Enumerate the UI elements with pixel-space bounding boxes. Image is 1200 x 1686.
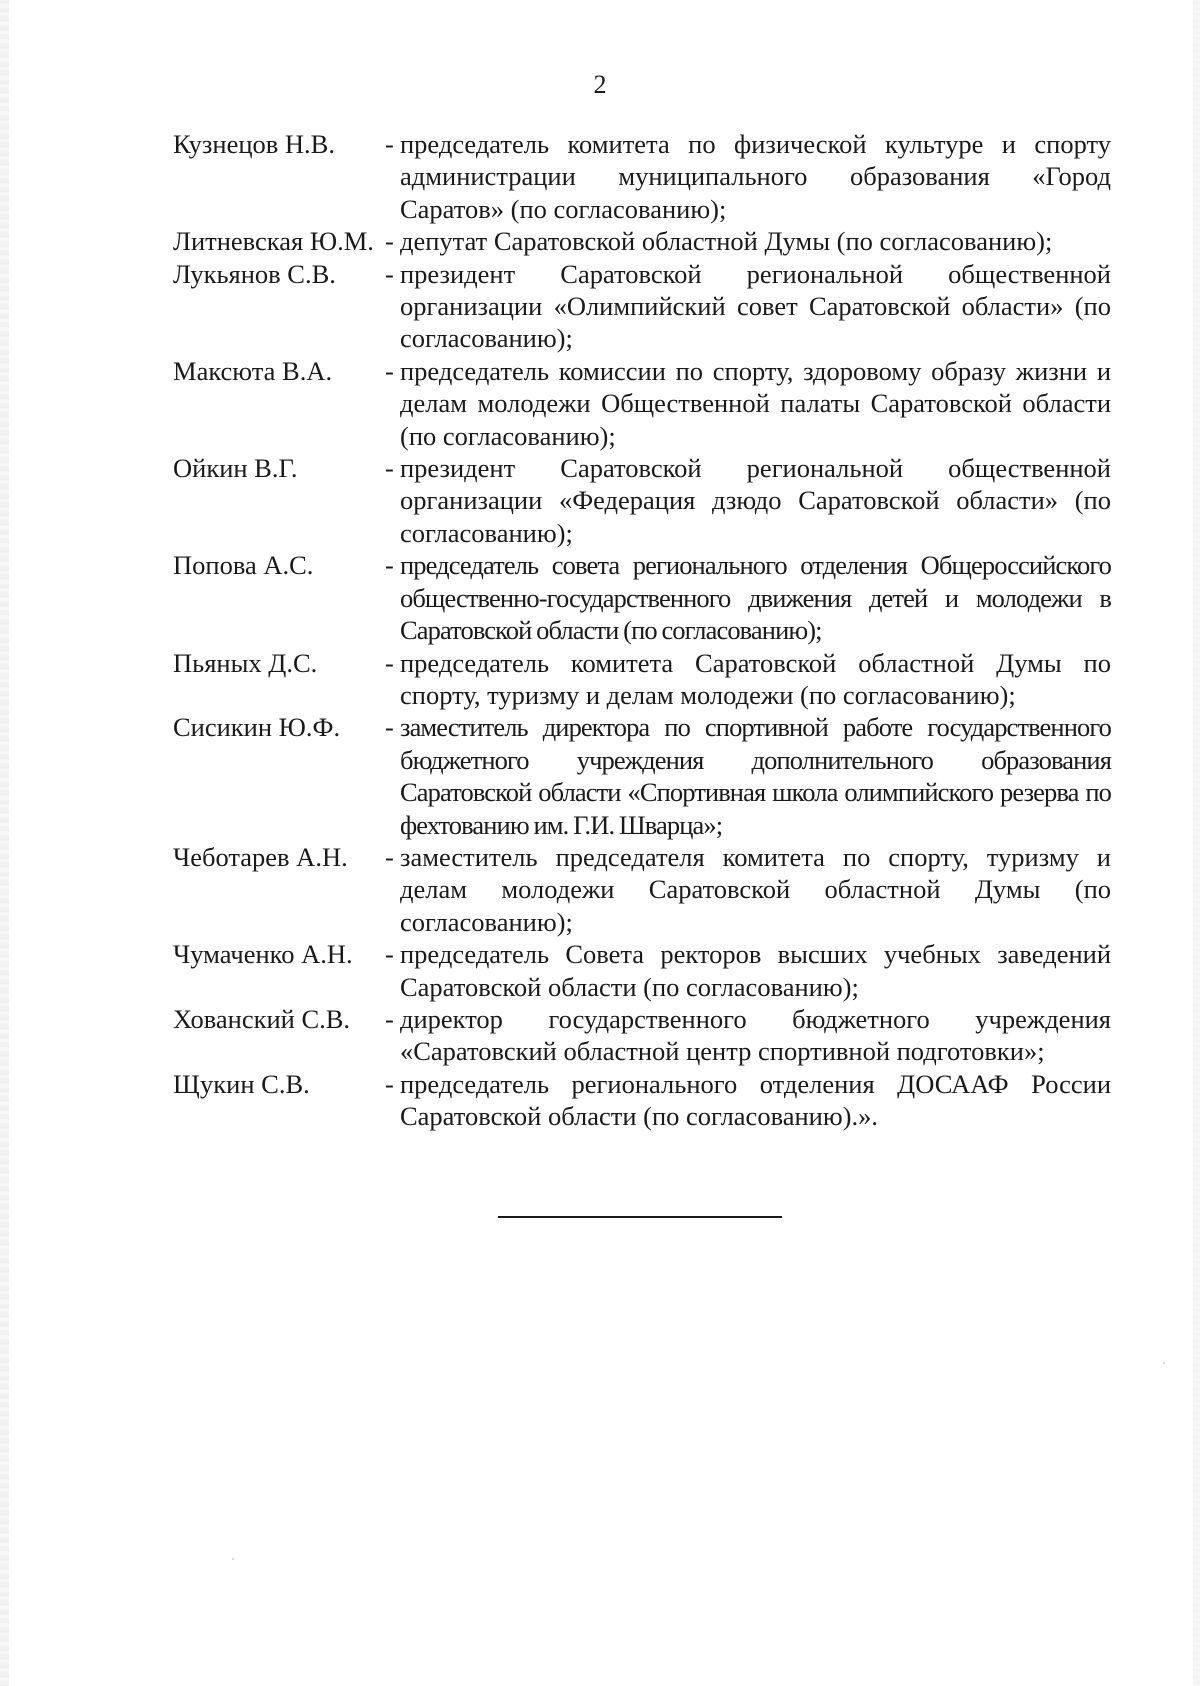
member-name: Хованский С.В. [173, 1003, 351, 1034]
member-name: Пьяных Д.С. [173, 647, 318, 678]
member-role: заместитель директора по спортивной работе государственного бюджетного учреждения дополнительного образования Саратовской области «Спортивная школа олимпийского резерва по фехтованию им. Г.И. Шварца»; [400, 712, 1111, 840]
member-role: заместитель председателя комитета по спорту, туризму и делам молодежи Саратовской областной Думы (по согласованию); [400, 841, 1111, 937]
member-row [173, 452, 1111, 549]
member-dash: - [385, 841, 394, 872]
member-name: Попова А.С. [173, 550, 314, 581]
member-dash: - [385, 1003, 394, 1034]
member-row [173, 258, 1111, 355]
member-dash: - [385, 647, 394, 678]
member-role: президент Саратовской региональной общественной организации «Федерация дзюдо Саратовской области» (по согласованию); [400, 453, 1111, 548]
member-row [173, 1068, 1111, 1133]
member-role: директор государственного бюджетного учреждения «Саратовский областной центр спортивной подготовки»; [400, 1003, 1111, 1067]
scan-edge-right [1193, 0, 1200, 1686]
member-dash: - [385, 453, 394, 484]
member-dash: - [385, 129, 394, 159]
member-row [173, 128, 1111, 225]
member-name: Чеботарев А.Н. [173, 841, 348, 872]
member-dash: - [385, 1068, 394, 1099]
member-row [173, 355, 1111, 452]
member-role: президент Саратовской региональной общественной организации «Олимпийский совет Саратовской области» (по согласованию); [400, 258, 1111, 354]
member-name: Чумаченко А.Н. [173, 939, 353, 970]
member-list [173, 128, 1111, 1133]
scan-speck [1163, 1362, 1165, 1364]
member-dash: - [385, 712, 394, 743]
member-dash: - [385, 939, 394, 970]
member-role: депутат Саратовской областной Думы (по согласованию); [400, 226, 1053, 257]
member-role: председатель комитета по физической культуре и спорту администрации муниципального образования «Город Саратов» (по согласованию); [400, 129, 1111, 224]
member-row [173, 938, 1111, 1003]
member-row [173, 647, 1111, 712]
member-dash: - [385, 258, 394, 289]
page-number: 2 [593, 70, 607, 99]
member-row [173, 1003, 1111, 1068]
member-row [173, 711, 1111, 841]
member-name: Щукин С.В. [173, 1068, 310, 1099]
member-dash: - [385, 355, 394, 386]
member-role: председатель регионального отделения ДОСААФ России Саратовской области (по согласованию).». [400, 1068, 1111, 1132]
member-row [173, 549, 1111, 646]
member-row [173, 841, 1111, 938]
member-role: председатель комитета Саратовской областной Думы по спорту, туризму и делам молодежи (по согласованию); [400, 647, 1111, 710]
member-dash: - [385, 226, 394, 257]
member-name: Литневская Ю.М. [173, 226, 374, 257]
member-row [173, 225, 1111, 257]
member-name: Лукьянов С.В. [173, 258, 336, 289]
member-name: Максюта В.А. [173, 355, 333, 386]
member-role: председатель Совета ректоров высших учебных заведений Саратовской области (по согласованию); [400, 939, 1111, 1002]
member-role: председатель комиссии по спорту, здоровому образу жизни и делам молодежи Общественной палаты Саратовской области (по согласованию); [400, 355, 1111, 451]
member-name: Сисикин Ю.Ф. [173, 712, 341, 743]
member-role: председатель совета регионального отделения Общероссийского общественно-государственного движения детей и молодежи в Саратовской области (по согласованию); [400, 550, 1111, 646]
scan-edge-left [0, 0, 9, 1686]
member-name: Ойкин В.Г. [173, 453, 298, 484]
member-dash: - [385, 550, 394, 581]
scan-speck [232, 1558, 234, 1560]
member-name: Кузнецов Н.В. [173, 129, 335, 159]
end-rule [498, 1216, 782, 1218]
